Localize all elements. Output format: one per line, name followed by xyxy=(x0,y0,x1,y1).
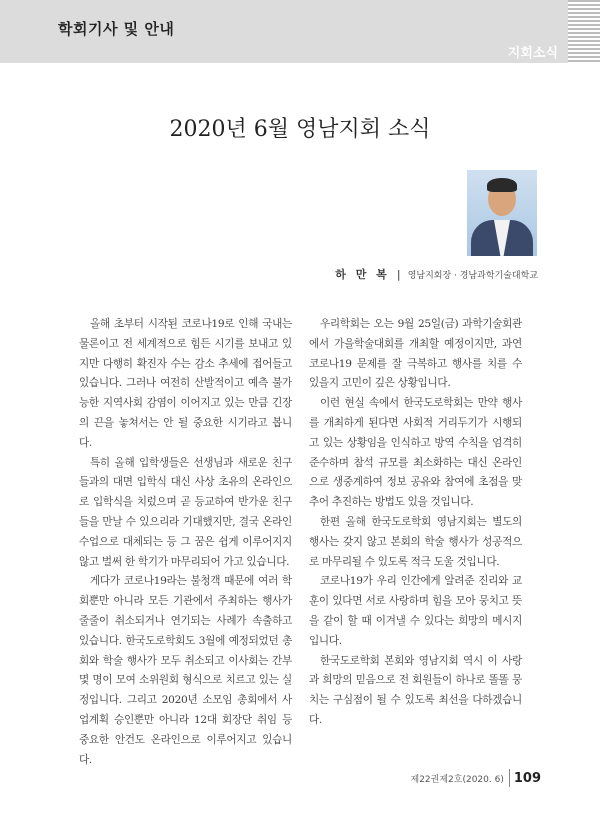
page-number: 109 xyxy=(513,770,541,786)
author-photo xyxy=(467,170,537,256)
article-column-right xyxy=(309,315,522,731)
paragraph: 이런 현실 속에서 한국도로학회는 만약 행사를 개최하게 된다면 사회적 거리두기가 시행되고 있는 상황임을 인식하고 방역 수칙을 엄격히 준수하며 참석 규모를 최소화하는 대신 온라인으로 생중계하여 정보 공유와 참여에 초점을 맞추어 추진하는 방법도 있을 것입니다. xyxy=(309,397,522,509)
page-footer xyxy=(411,769,541,787)
issue-info: 제22권제2호(2020. 6) xyxy=(410,774,504,785)
photo-hair xyxy=(487,178,517,192)
sub-section-label: 지회소식 xyxy=(507,46,558,61)
section-label: 학회기사 및 안내 xyxy=(58,20,175,38)
striped-bar-icon xyxy=(568,0,600,63)
paragraph: 특히 올해 입학생들은 선생님과 새로운 친구들과의 대면 입학식 대신 사상 초유의 온라인으로 입학식을 치렀으며 곧 등교하여 반가운 친구들을 만날 수 있으리라 기대했지만, 결국 온라인 수업으로 대체되는 등 그 꿈은 쉽게 이루어지지 않고 벌써 한 학기가 마무리되어 가고 있습니다. xyxy=(79,456,292,568)
paragraph: 코로나19가 우리 인간에게 알려준 진리와 교훈이 있다면 서로 사랑하며 힘을 모아 뭉치고 뜻을 같이 할 때 이겨낼 수 있다는 희망의 메시지입니다. xyxy=(309,575,522,647)
paragraph: 올해 초부터 시작된 코로나19로 인해 국내는 물론이고 전 세계적으로 힘든 시기를 보내고 있지만 다행히 확진자 수는 감소 추세에 접어들고 있습니다. 그러나 여전히 산발적이고 예측 불가능한 지역사회 감염이 이어지고 있는 만큼 긴장의 끈을 놓쳐서는 안 될 중요한 시기라고 봅니다. xyxy=(79,318,292,449)
paragraph: 게다가 코로나19라는 불청객 때문에 여러 학회뿐만 아니라 모든 기관에서 주최하는 행사가 줄줄이 취소되거나 연기되는 사례가 속출하고 있습니다. 한국도로학회도 3월에 예정되었던 총회와 학술 행사가 모두 취소되고 이사회는 간부 몇 명이 모여 소위원회 형식으로 치르고 있는 실정입니다. 그리고 2020년 소모임 총회에서 사업계획 승인뿐만 아니라 12대 회장단 취임 등 중요한 안건도 온라인으로 이루어지고 있습니다. xyxy=(79,575,292,766)
author-byline xyxy=(335,263,538,282)
paragraph: 한국도로학회 본회와 영남지회 역시 이 사랑과 희망의 믿음으로 전 회원들이 하나로 똘똘 뭉치는 구심점이 될 수 있도록 최선을 다하겠습니다. xyxy=(309,654,522,726)
paragraph: 한편 올해 한국도로학회 영남지회는 별도의 행사는 갖지 않고 본회의 학술 행사가 성공적으로 마무리될 수 있도록 적극 도울 것입니다. xyxy=(309,515,522,568)
article-column-left xyxy=(79,315,292,770)
author-separator: | xyxy=(396,268,401,281)
author-affiliation: 영남지회장 · 경남과학기술대학교 xyxy=(407,271,538,281)
author-name: 하 만 복 xyxy=(335,268,390,281)
article-title: 2020년 6월 영남지회 소식 xyxy=(169,117,431,142)
footer-divider xyxy=(509,769,510,787)
paragraph: 우리학회는 오는 9월 25일(금) 과학기술회관에서 가을학술대회를 개최할 예정이지만, 과연 코로나19 문제를 잘 극복하고 행사를 치를 수 있을지 고민이 깊은 상황입니다. xyxy=(309,318,522,390)
